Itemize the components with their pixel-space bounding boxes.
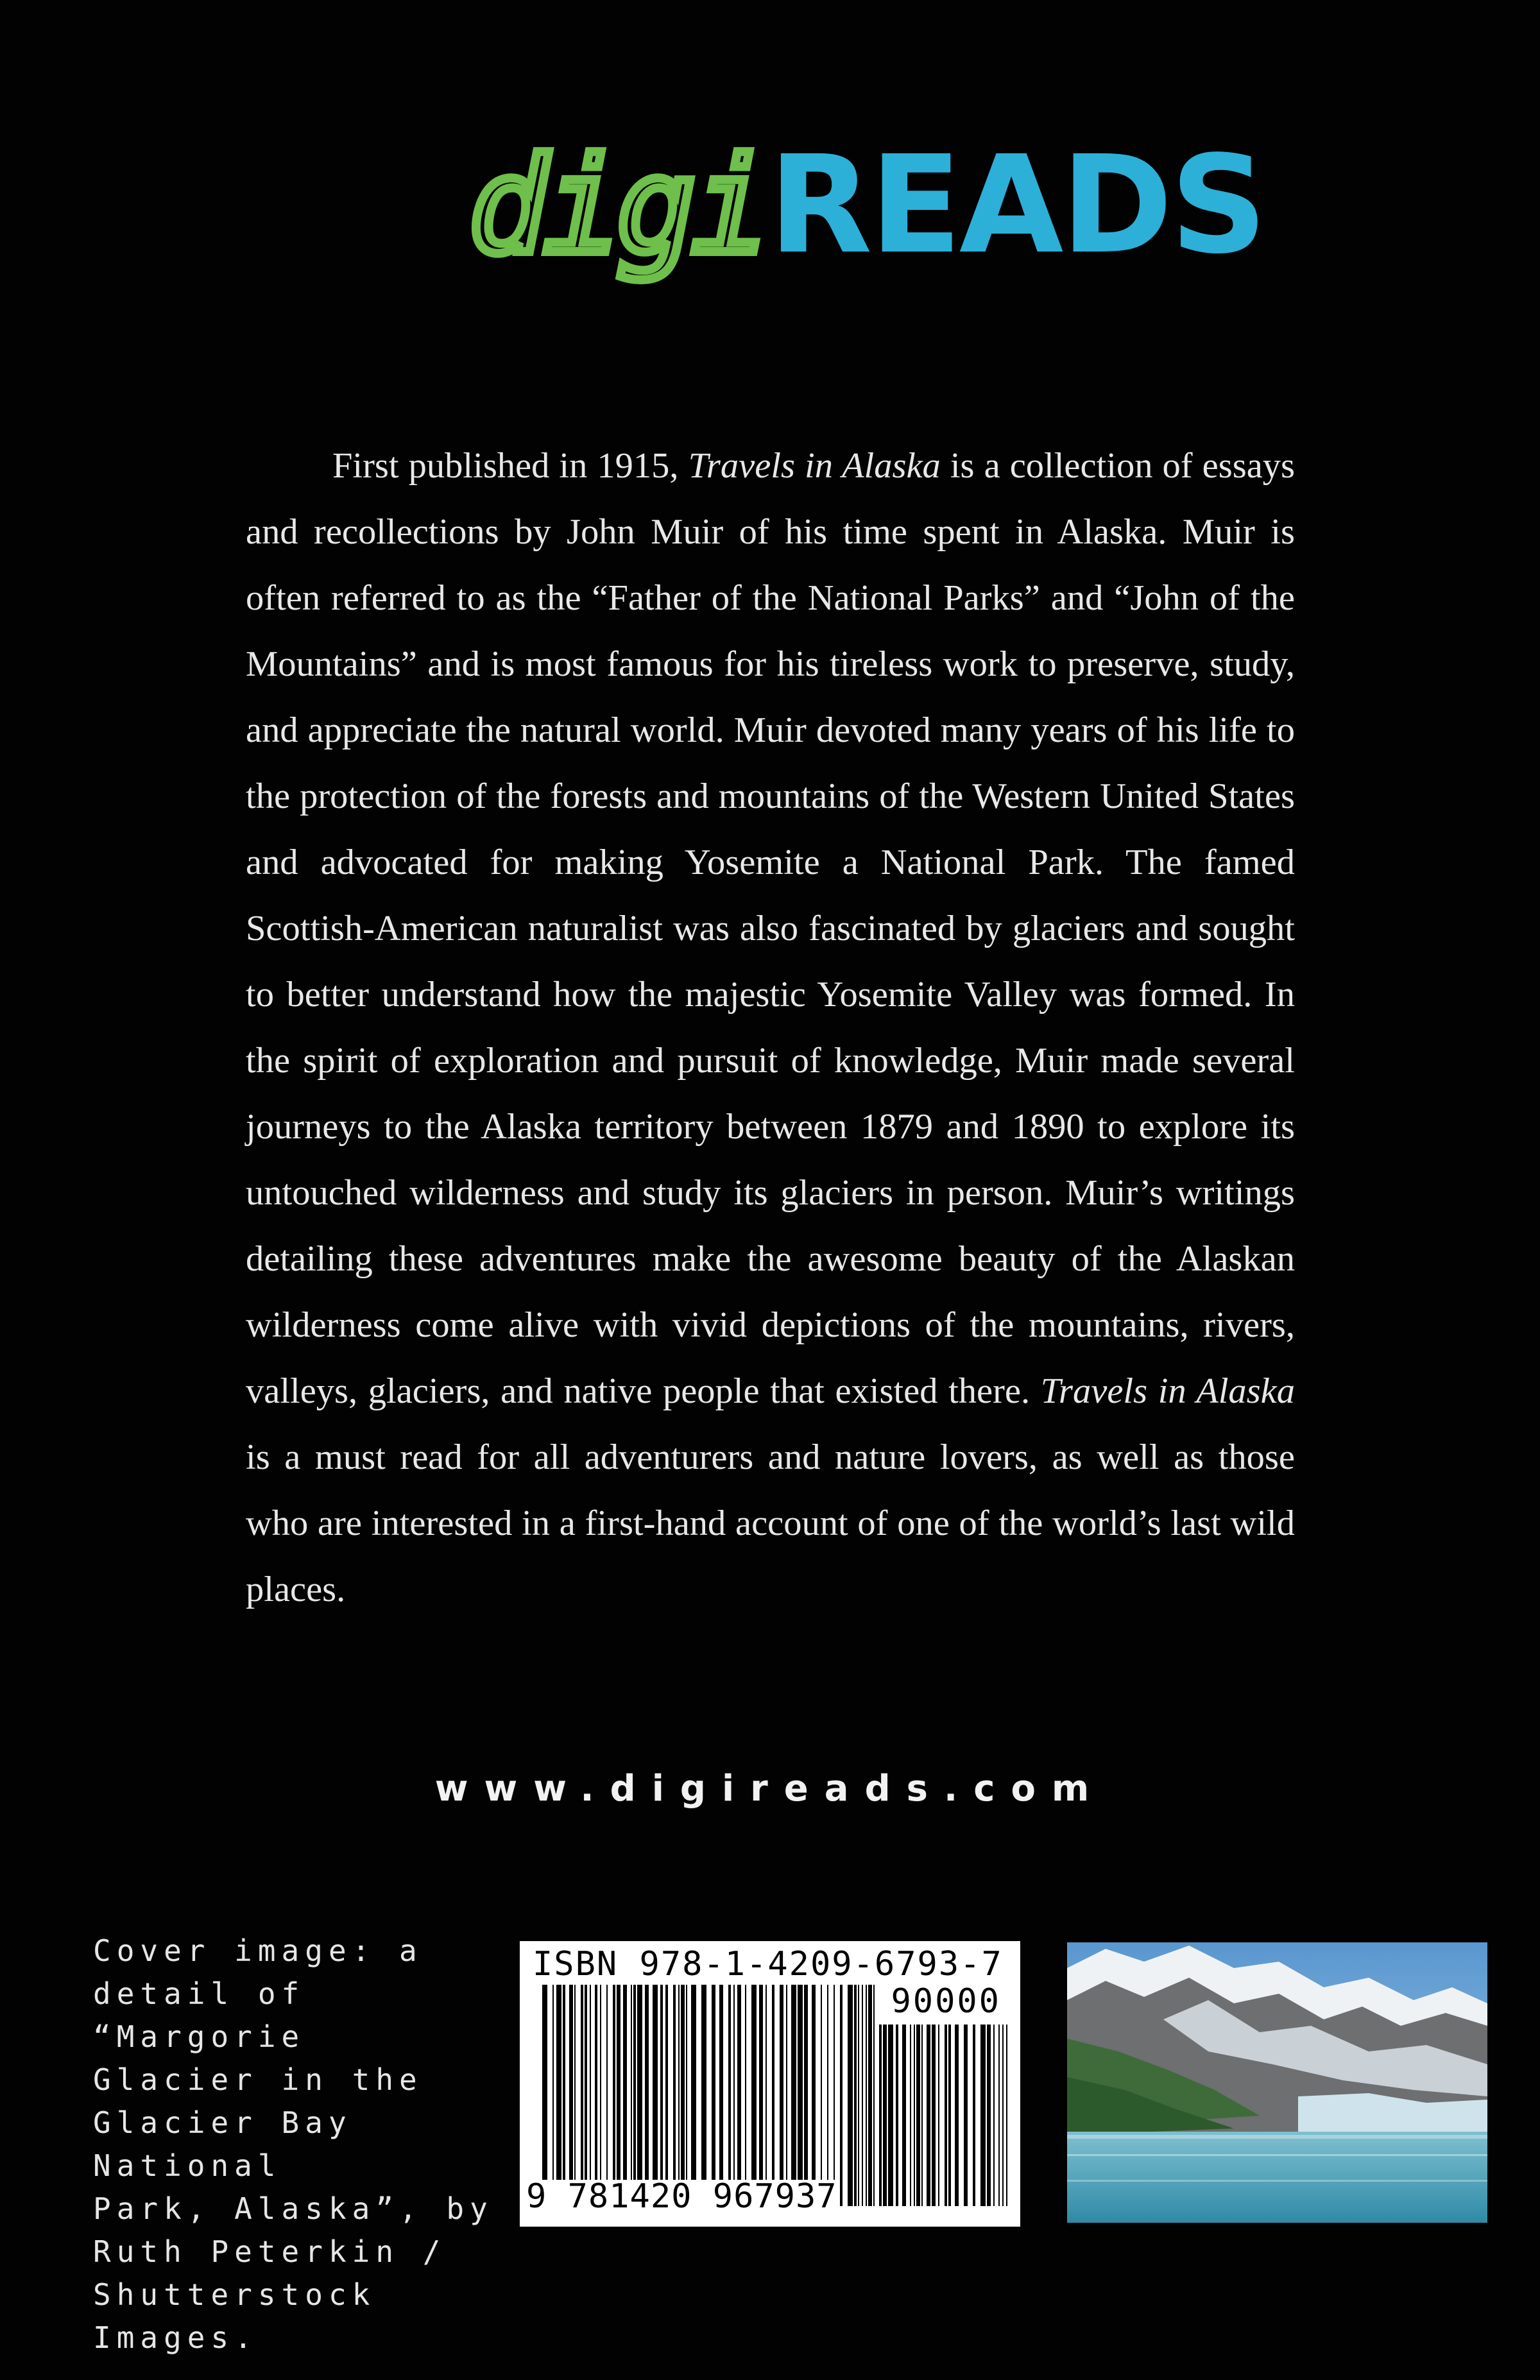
- barcode-bar: [896, 2025, 898, 2206]
- barcode-bar: [827, 1985, 828, 2206]
- description-part-3: is a must read for all adventurers and nature lovers, as well as those who are interested in a first-hand account of one of the world’s last wild places.: [246, 1437, 1295, 1609]
- barcode-bar: [993, 2025, 995, 2206]
- cover-image-credit: Cover image: a detail of “Margorie Glacier in the Glacier Bay National Park, Alaska”, by Ruth Peterkin / Shutterstock Images.: [93, 1933, 493, 2355]
- barcode-bar: [613, 1985, 615, 2206]
- barcode-bar: [691, 1985, 696, 2206]
- barcode-bar: [780, 1985, 783, 2206]
- barcode-bar: [623, 1985, 627, 2206]
- barcode-bar: [766, 1985, 767, 2206]
- isbn-label: ISBN 978-1-4209-6793-7: [533, 1945, 1003, 1983]
- barcode-bar: [1006, 2025, 1007, 2206]
- barcode-bar: [879, 2025, 882, 2206]
- barcode-bar: [902, 2025, 906, 2206]
- barcode-bar: [728, 1985, 731, 2206]
- barcode-bar: [678, 1985, 680, 2206]
- logo-digi-text: digi: [468, 130, 765, 283]
- barcode-bar: [600, 1985, 601, 2206]
- barcode-bar: [987, 2025, 991, 2206]
- barcode-bar: [848, 1985, 853, 2206]
- book-title-italic-2: Travels in Alaska: [1040, 1371, 1295, 1411]
- barcode-bar: [854, 1985, 857, 2206]
- barcode-bar: [858, 1985, 859, 2206]
- barcode-bar: [712, 1985, 715, 2206]
- isbn-barcode: [520, 1941, 1020, 2227]
- barcode-bar: [1002, 2025, 1004, 2206]
- barcode-bar: [745, 1985, 746, 2206]
- logo-reads-text: READS: [768, 126, 1265, 284]
- barcode-bar: [927, 2025, 930, 2206]
- barcode-bar: [633, 1985, 636, 2206]
- barcode-bar: [590, 1985, 591, 2206]
- barcode-bar: [973, 2025, 975, 2206]
- barcode-bar: [660, 1985, 663, 2206]
- barcode-bar: [921, 2025, 923, 2206]
- barcode-bar: [759, 1985, 763, 2206]
- barcode-bar: [910, 2025, 911, 2206]
- barcode-bar: [834, 1985, 835, 2206]
- barcode-bar: [556, 1985, 561, 2206]
- barcode-bar: [686, 1985, 687, 2206]
- barcode-bar: [542, 1985, 547, 2206]
- barcode-bar: [883, 2025, 887, 2206]
- barcode-bar: [938, 2025, 939, 2206]
- barcode-bar: [980, 2025, 986, 2206]
- barcode-bar: [751, 1985, 757, 2206]
- barcode-bar: [798, 1985, 803, 2206]
- barcode-bar: [916, 2025, 920, 2206]
- barcode-bar: [866, 1985, 867, 2206]
- barcode-bar: [681, 1985, 685, 2206]
- barcode-bar: [631, 1985, 632, 2206]
- barcode-bar: [840, 1985, 843, 2206]
- barcode-bar: [581, 1985, 583, 2206]
- ean-bars: [542, 1985, 876, 2206]
- barcode-bar: [737, 1985, 741, 2206]
- barcode-bar: [948, 2025, 951, 2206]
- barcode-bar: [585, 1985, 587, 2206]
- website-url: www.digireads.com: [434, 1768, 1106, 1810]
- barcode-bar: [804, 1985, 808, 2206]
- glacier-landscape-icon: [1067, 1942, 1487, 2223]
- barcode-bar: [914, 2025, 915, 2206]
- barcode-bar: [868, 1985, 872, 2206]
- barcode-bar: [862, 1985, 863, 2206]
- barcode-bar: [772, 1985, 774, 2206]
- barcode-bar: [998, 2025, 1000, 2206]
- barcode-bar: [574, 1985, 576, 2206]
- barcode-bar: [637, 1985, 642, 2206]
- barcode-bar: [821, 1985, 822, 2206]
- description-part-2: is a collection of essays and recollections by John Muir of his time spent in Alaska. Muir is often referred to as the “Father of the National Parks” and “John of the Mountains” and is most famous for his tireless work to preserve, study, and appreciate the natural world. Muir devoted many years of his life to the protection of the forests and mountains of the Western United States and advocated for making Yosemite a National Park. The famed Scottish-American naturalist was also fascinated by glaciers and sought to better understand how the majestic Yosemite Valley was formed. In the spirit of exploration and pursuit of knowledge, Muir made several journeys to the Alaska territory between 1879 and 1890 to explore its untouched wilderness and study its glaciers in person. Muir’s writings detailing these adventures make the awesome beauty of the Alaskan wilderness come alive with vivid depictions of the mountains, rivers, valleys, glaciers, and native people that existed there.: [246, 446, 1296, 1411]
- barcode-bar: [786, 1985, 787, 2206]
- price-code: 90000: [891, 1982, 1001, 2021]
- description-part-1: First published in 1915,: [332, 446, 689, 486]
- book-description: [246, 433, 1295, 1623]
- barcode-bar: [563, 1985, 565, 2206]
- glacier-photo: [1067, 1942, 1487, 2223]
- ean-digits: 9 781420 967937: [524, 2180, 840, 2213]
- digireads-logo: [468, 126, 1265, 311]
- addon-bars: [879, 2025, 1007, 2206]
- barcode-bar: [955, 2025, 959, 2206]
- barcode-bar: [606, 1985, 608, 2206]
- barcode-bar: [569, 1985, 573, 2206]
- barcode-bar: [701, 1985, 706, 2206]
- barcode-bar: [964, 2025, 968, 2206]
- barcode-bar: [595, 1985, 597, 2206]
- barcode-bar: [665, 1985, 668, 2206]
- barcode-bar: [812, 1985, 816, 2206]
- barcode-bar: [645, 1985, 649, 2206]
- barcode-bar: [552, 1985, 554, 2206]
- barcode-bar: [673, 1985, 676, 2206]
- barcode-bar: [791, 1985, 796, 2206]
- barcode-bar: [873, 1985, 875, 2206]
- barcode-bar: [945, 2025, 947, 2206]
- barcode-bar: [719, 1985, 723, 2206]
- book-title-italic: Travels in Alaska: [688, 446, 941, 486]
- barcode-bar: [888, 2025, 893, 2206]
- barcode-bar: [617, 1985, 620, 2206]
- barcode-bar: [733, 1985, 735, 2206]
- barcode-bar: [932, 2025, 936, 2206]
- barcode-bar: [653, 1985, 658, 2206]
